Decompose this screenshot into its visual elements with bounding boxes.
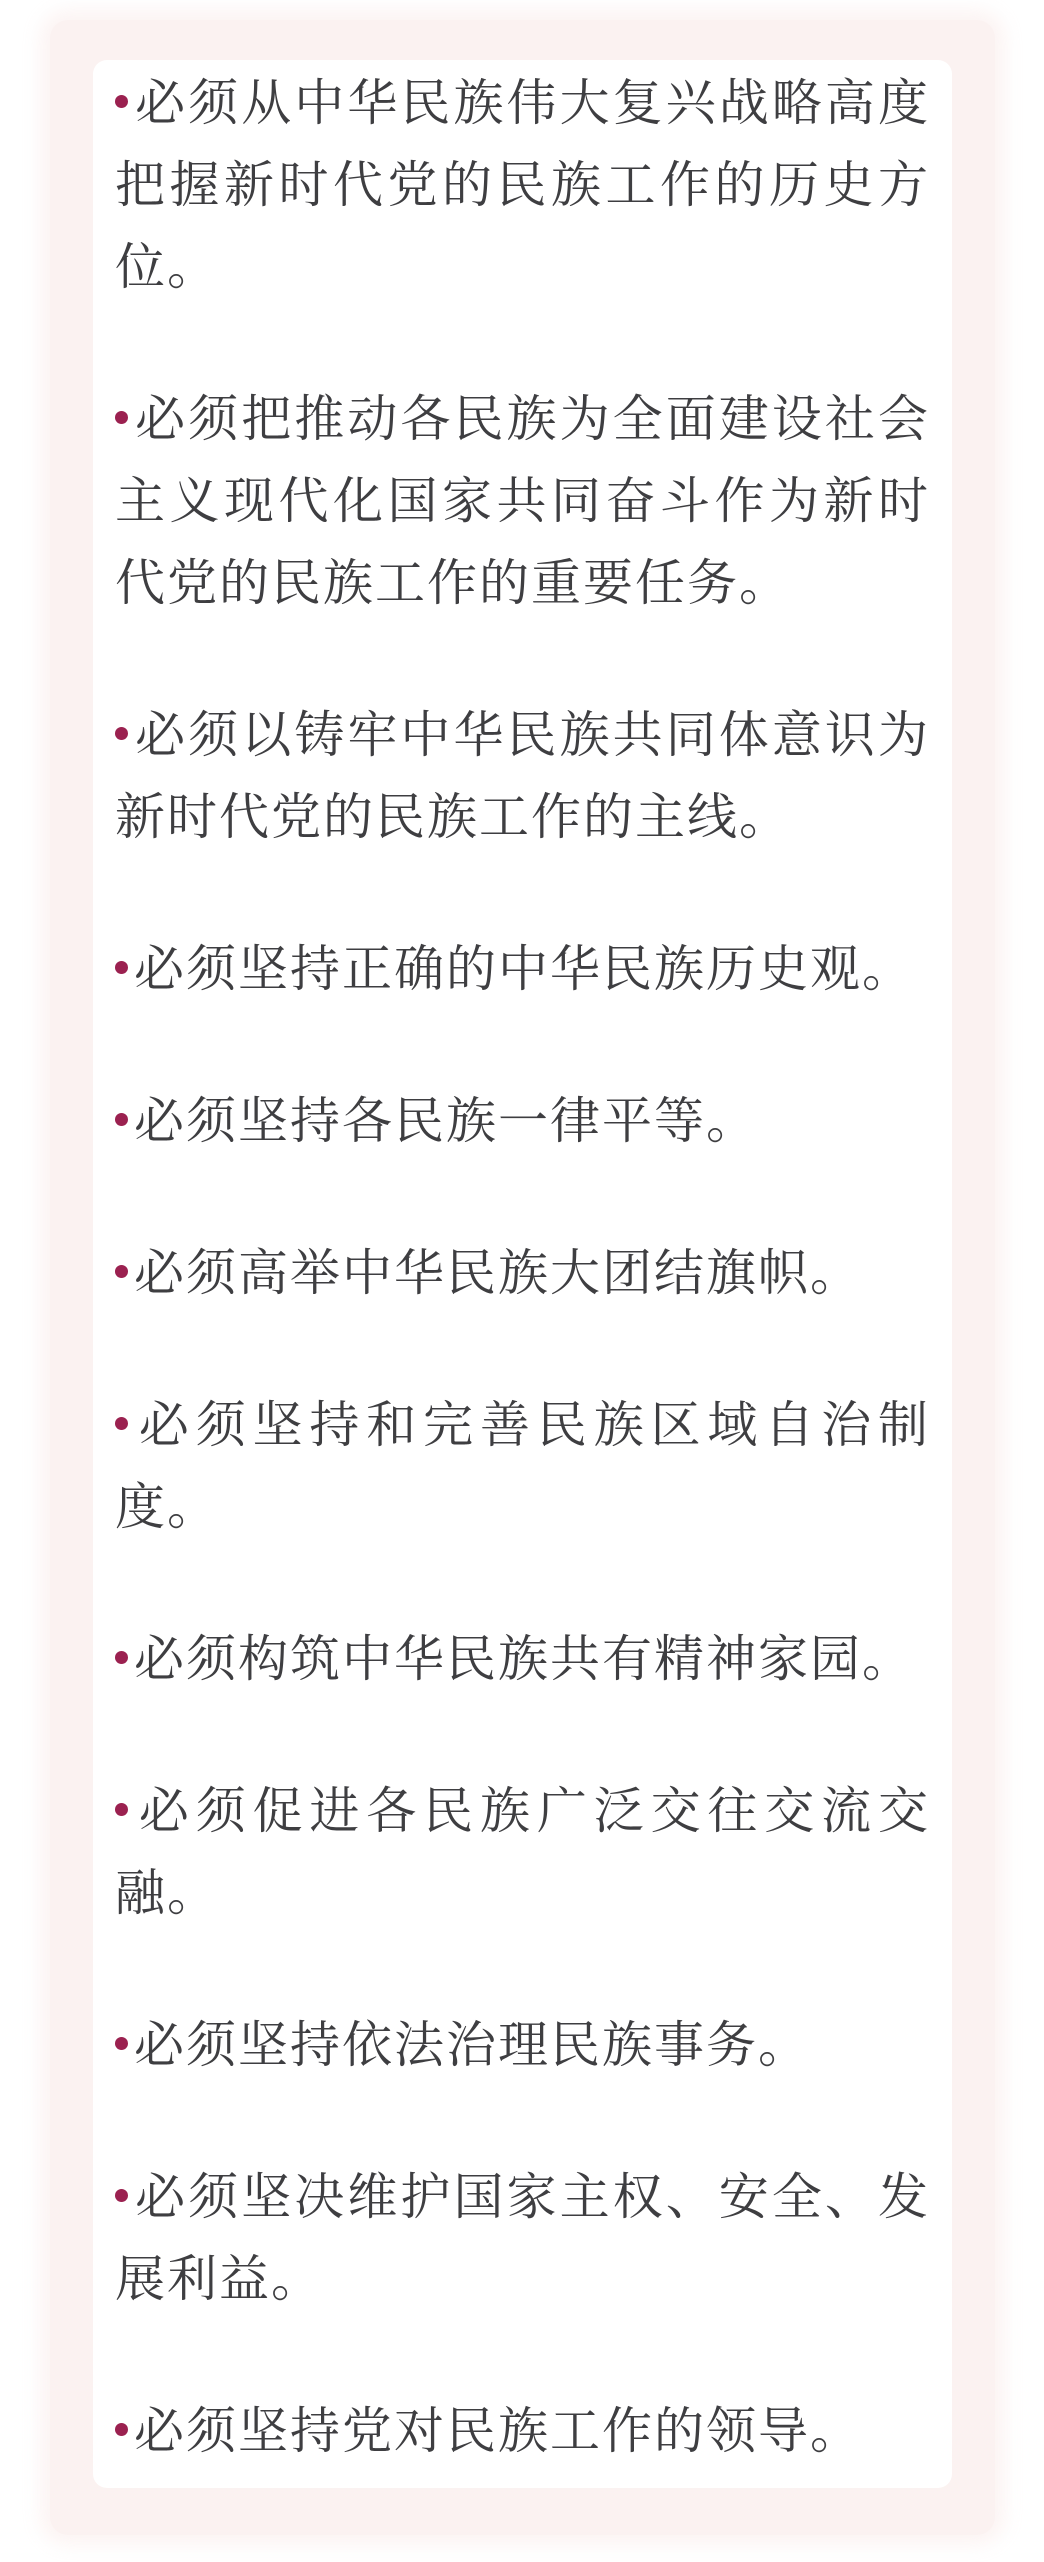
- list-item: [115, 1080, 930, 1162]
- bullet-dot-icon: [115, 1265, 128, 1278]
- list-item-text: 必须坚持党对民族工作的领导。: [134, 2403, 862, 2459]
- bullet-dot-icon: [115, 411, 128, 424]
- list-item: [115, 378, 930, 624]
- bullet-dot-icon: [115, 1113, 128, 1126]
- list-item-text: 必须把推动各民族为全面建设社会主义现代化国家共同奋斗作为新时代党的民族工作的重要任务。: [115, 391, 930, 611]
- list-item-text: 必须坚持依法治理民族事务。: [134, 2017, 810, 2073]
- list-item: [115, 1232, 930, 1314]
- list-item: [115, 1770, 930, 1934]
- list-item: [115, 2390, 930, 2472]
- bullet-dot-icon: [115, 727, 128, 740]
- list-item: [115, 2156, 930, 2320]
- bullet-dot-icon: [115, 1651, 128, 1664]
- list-item-text: 必须坚决维护国家主权、安全、发展利益。: [115, 2169, 930, 2307]
- list-item-text: 必须坚持正确的中华民族历史观。: [134, 941, 914, 997]
- content-card: [93, 60, 952, 2488]
- bullet-dot-icon: [115, 961, 128, 974]
- bullet-dot-icon: [115, 2037, 128, 2050]
- list-item: [115, 2004, 930, 2086]
- list-item: [115, 62, 930, 308]
- list-item-text: 必须构筑中华民族共有精神家园。: [134, 1631, 914, 1687]
- bullet-dot-icon: [115, 1417, 128, 1430]
- list-item-text: 必须从中华民族伟大复兴战略高度把握新时代党的民族工作的历史方位。: [115, 75, 930, 295]
- list-item-text: 必须坚持各民族一律平等。: [134, 1093, 758, 1149]
- list-item-text: 必须高举中华民族大团结旗帜。: [134, 1245, 862, 1301]
- bullet-dot-icon: [115, 95, 128, 108]
- article-section-background: [50, 20, 995, 2535]
- bullet-dot-icon: [115, 2189, 128, 2202]
- list-item: [115, 1384, 930, 1548]
- list-item: [115, 928, 930, 1010]
- list-item-text: 必须促进各民族广泛交往交流交融。: [115, 1783, 930, 1921]
- list-item: [115, 1618, 930, 1700]
- list-item-text: 必须坚持和完善民族区域自治制度。: [115, 1397, 930, 1535]
- bullet-dot-icon: [115, 2423, 128, 2436]
- list-item: [115, 694, 930, 858]
- list-item-text: 必须以铸牢中华民族共同体意识为新时代党的民族工作的主线。: [115, 707, 930, 845]
- bullet-dot-icon: [115, 1803, 128, 1816]
